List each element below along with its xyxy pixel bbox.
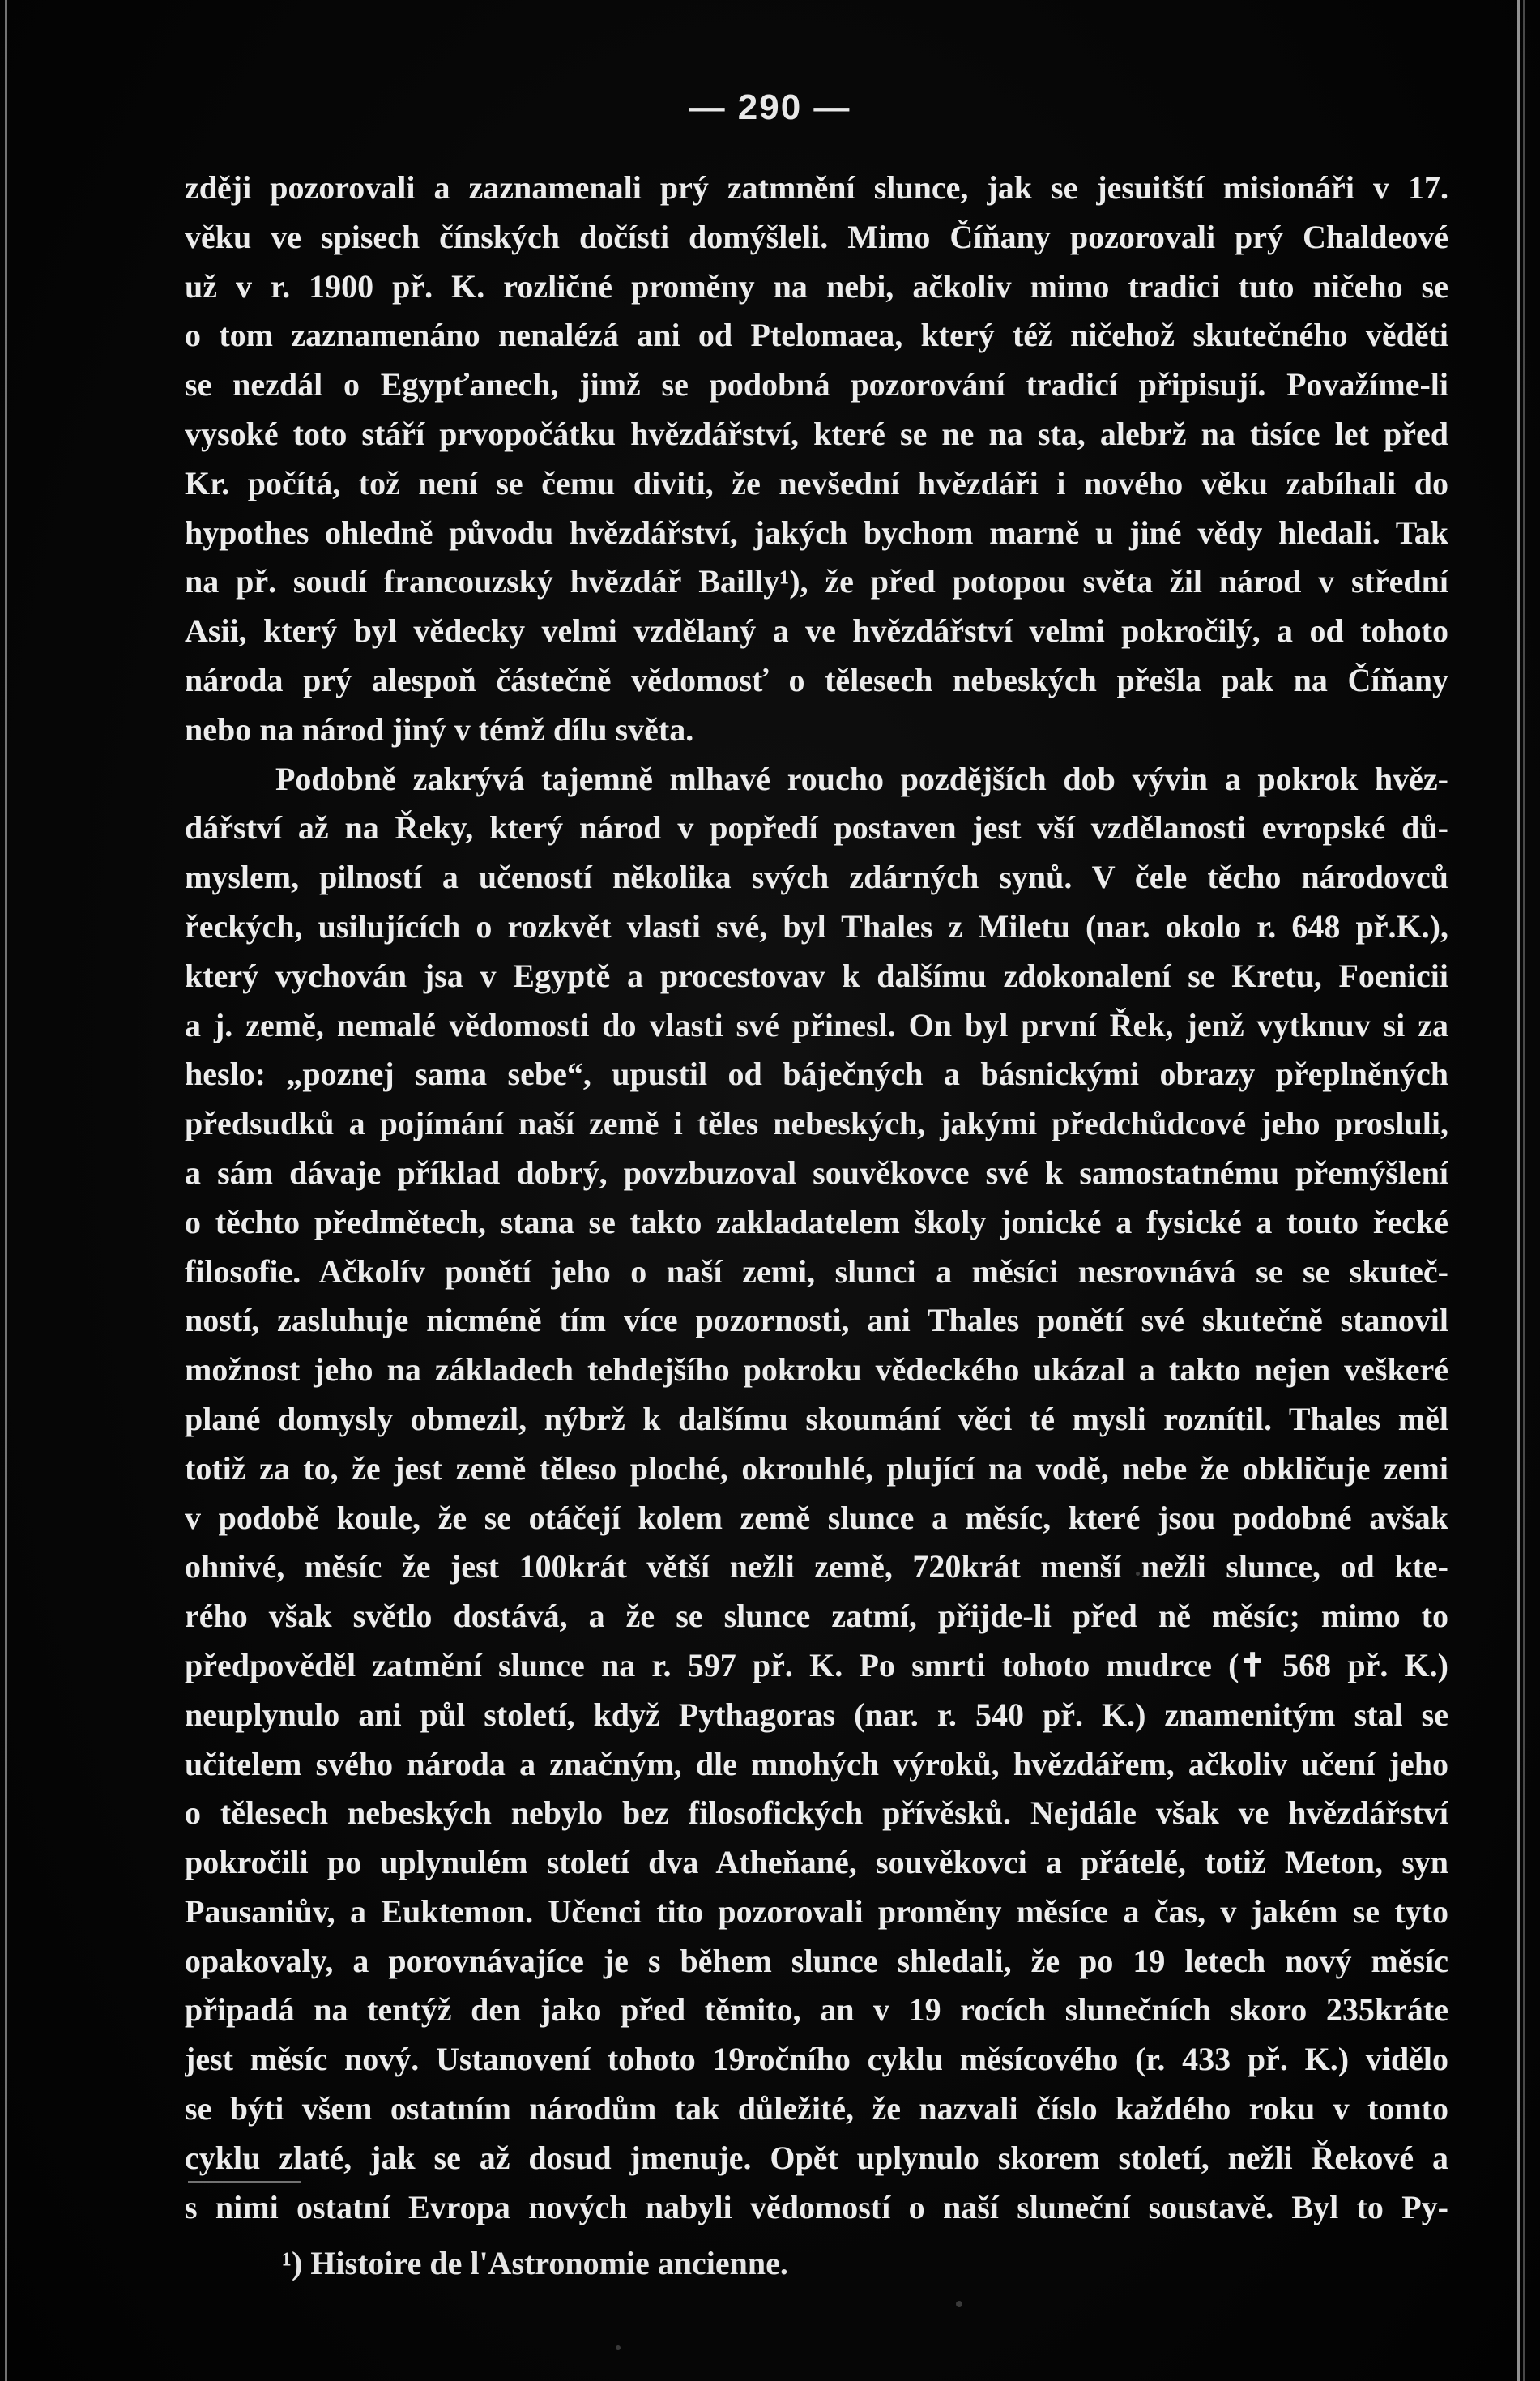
page-number: — 290 — bbox=[689, 87, 851, 127]
scan-speck bbox=[956, 2301, 962, 2307]
text-line: který vychován jsa v Egyptě a procestovav k dalšímu zdokonalení se Kretu, Foenicii bbox=[185, 957, 1448, 994]
text-line: ohnivé, měsíc že jest 100krát větší nežli země, 720krát menší nežli slunce, od kte- bbox=[185, 1548, 1448, 1585]
text-line: o tělesech nebeských nebylo bez filosofických přívěsků. Nejdále však ve hvězdářství bbox=[185, 1794, 1448, 1832]
text-line: věku ve spisech čínských dočísti domýšleli. Mimo Číňany pozorovali prý Chaldeové bbox=[185, 218, 1448, 255]
page-right-edge-secondary bbox=[1523, 0, 1525, 2381]
text-line: o těchto předmětech, stana se takto zakladatelem školy jonické a fysické a touto řecké bbox=[185, 1203, 1448, 1240]
body-text bbox=[185, 164, 1448, 2232]
text-line: řeckých, usilujících o rozkvět vlasti své, byl Thales z Miletu (nar. okolo r. 648 př.K.), bbox=[185, 907, 1448, 945]
text-line: se býti všem ostatním národům tak důležité, že nazvali číslo každého roku v tomto bbox=[185, 2090, 1448, 2127]
text-line: Kr. počítá, tož není se čemu diviti, že nevšední hvězdáři i nového věku zabíhali do bbox=[185, 464, 1448, 501]
text-line: připadá na tentýž den jako před těmito, an v 19 rocích slunečních skoro 235kráte bbox=[185, 1991, 1448, 2029]
text-line: rého však světlo dostává, a že se slunce zatmí, přijde-li před ně měsíc; mimo to bbox=[185, 1598, 1448, 1635]
text-line: na př. soudí francouzský hvězdář Bailly¹), že před potopou světa žil národ v střední bbox=[185, 563, 1448, 600]
text-line: neuplynulo ani půl století, když Pythagoras (nar. r. 540 př. K.) znamenitým stal se bbox=[185, 1696, 1448, 1733]
text-line: ností, zasluhuje nicméně tím více pozornosti, ani Thales ponětí své skutečně stanovil bbox=[185, 1302, 1448, 1339]
text-line: a sám dávaje příklad dobrý, povzbuzoval souvěkovce své k samostatnému přemýšlení bbox=[185, 1154, 1448, 1191]
text-line: opakovaly, a porovnávajíce je s během slunce shledali, že po 19 letech nový měsíc bbox=[185, 1942, 1448, 1979]
text-line: totiž za to, že jest země těleso ploché, okrouhlé, plující na vodě, nebe že obkličuje zemi bbox=[185, 1449, 1448, 1487]
text-line: už v r. 1900 př. K. rozličné proměny na nebi, ačkoliv mimo tradici tuto ničeho se bbox=[185, 267, 1448, 305]
text-line: národa prý alespoň částečně vědomosť o tělesech nebeských přešla pak na Číňany bbox=[185, 661, 1448, 698]
footnote: ¹) Histoire de l'Astronomie ancienne. bbox=[282, 2245, 788, 2281]
text-line: dářství až na Řeky, který národ v popředí postaven jest vší vzdělanosti evropské dů- bbox=[185, 809, 1448, 847]
text-line: nebo na národ jiný v témž dílu světa. bbox=[185, 710, 694, 748]
text-line: předpověděl zatmění slunce na r. 597 př. K. Po smrti tohoto mudrce (✝ 568 př. K.) bbox=[185, 1646, 1448, 1683]
text-line: vysoké toto stáří prvopočátku hvězdářství, které se ne na sta, alebrž na tisíce let před bbox=[185, 415, 1448, 452]
page-right-edge bbox=[1517, 0, 1520, 2381]
scan-speck bbox=[616, 2345, 621, 2350]
scan-speck bbox=[1136, 1572, 1140, 1576]
footnote-divider bbox=[188, 2181, 301, 2183]
text-line: Podobně zakrývá tajemně mlhavé roucho pozdějších dob vývin a pokrok hvěz- bbox=[275, 760, 1448, 797]
text-line: s nimi ostatní Evropa nových nabyli vědomostí o naší sluneční soustavě. Byl to Py- bbox=[185, 2188, 1448, 2225]
text-line: předsudků a pojímání naší země i těles nebeských, jakými předchůdcové jeho prosluli, bbox=[185, 1105, 1448, 1142]
text-line: plané domysly obmezil, nýbrž k dalšímu skoumání věci té mysli roznítil. Thales měl bbox=[185, 1400, 1448, 1437]
text-line: myslem, pilností a učeností několika svých zdárných synů. V čele těcho národovců bbox=[185, 859, 1448, 896]
text-line: jest měsíc nový. Ustanovení tohoto 19ročního cyklu měsícového (r. 433 př. K.) vidělo bbox=[185, 2041, 1448, 2078]
text-line: a j. země, nemalé vědomosti do vlasti své přinesl. On byl první Řek, jenž vytknuv si za bbox=[185, 1006, 1448, 1043]
text-line: hypothes ohledně původu hvězdářství, jakých bychom marně u jiné vědy hledali. Tak bbox=[185, 514, 1448, 551]
text-line: pokročili po uplynulém století dva Atheňané, souvěkovci a přátelé, totiž Meton, syn bbox=[185, 1844, 1448, 1881]
text-line: heslo: „poznej sama sebe“, upustil od báječných a básnickými obrazy přeplněných bbox=[185, 1056, 1448, 1093]
text-line: o tom zaznamenáno nenalézá ani od Ptelomaea, který též ničehož skutečného věděti bbox=[185, 317, 1448, 354]
page-left-edge bbox=[5, 0, 7, 2381]
text-line: cyklu zlaté, jak se až dosud jmenuje. Opět uplynulo skorem století, nežli Řekové a bbox=[185, 2139, 1448, 2176]
text-line: filosofie. Ačkolív ponětí jeho o naší zemi, slunci a měsíci nesrovnává se se skuteč- bbox=[185, 1252, 1448, 1290]
text-line: učitelem svého národa a značným, dle mnohých výroků, hvězdářem, ačkoliv učení jeho bbox=[185, 1745, 1448, 1782]
text-line: v podobě koule, že se otáčejí kolem země slunce a měsíc, které jsou podobné avšak bbox=[185, 1499, 1448, 1536]
text-line: Pausaniův, a Euktemon. Učenci tito pozorovali proměny měsíce a čas, v jakém se tyto bbox=[185, 1892, 1448, 1930]
text-line: zději pozorovali a zaznamenali prý zatmnění slunce, jak se jesuitští misionáři v 17. bbox=[185, 169, 1448, 206]
text-line: Asii, který byl vědecky velmi vzdělaný a ve hvězdářství velmi pokročilý, a od tohoto bbox=[185, 612, 1448, 650]
text-line: možnost jeho na základech tehdejšího pokroku vědeckého ukázal a takto nejen veškeré bbox=[185, 1351, 1448, 1389]
text-line: se nezdál o Egypťanech, jimž se podobná pozorování tradicí připisují. Považíme-li bbox=[185, 366, 1448, 403]
